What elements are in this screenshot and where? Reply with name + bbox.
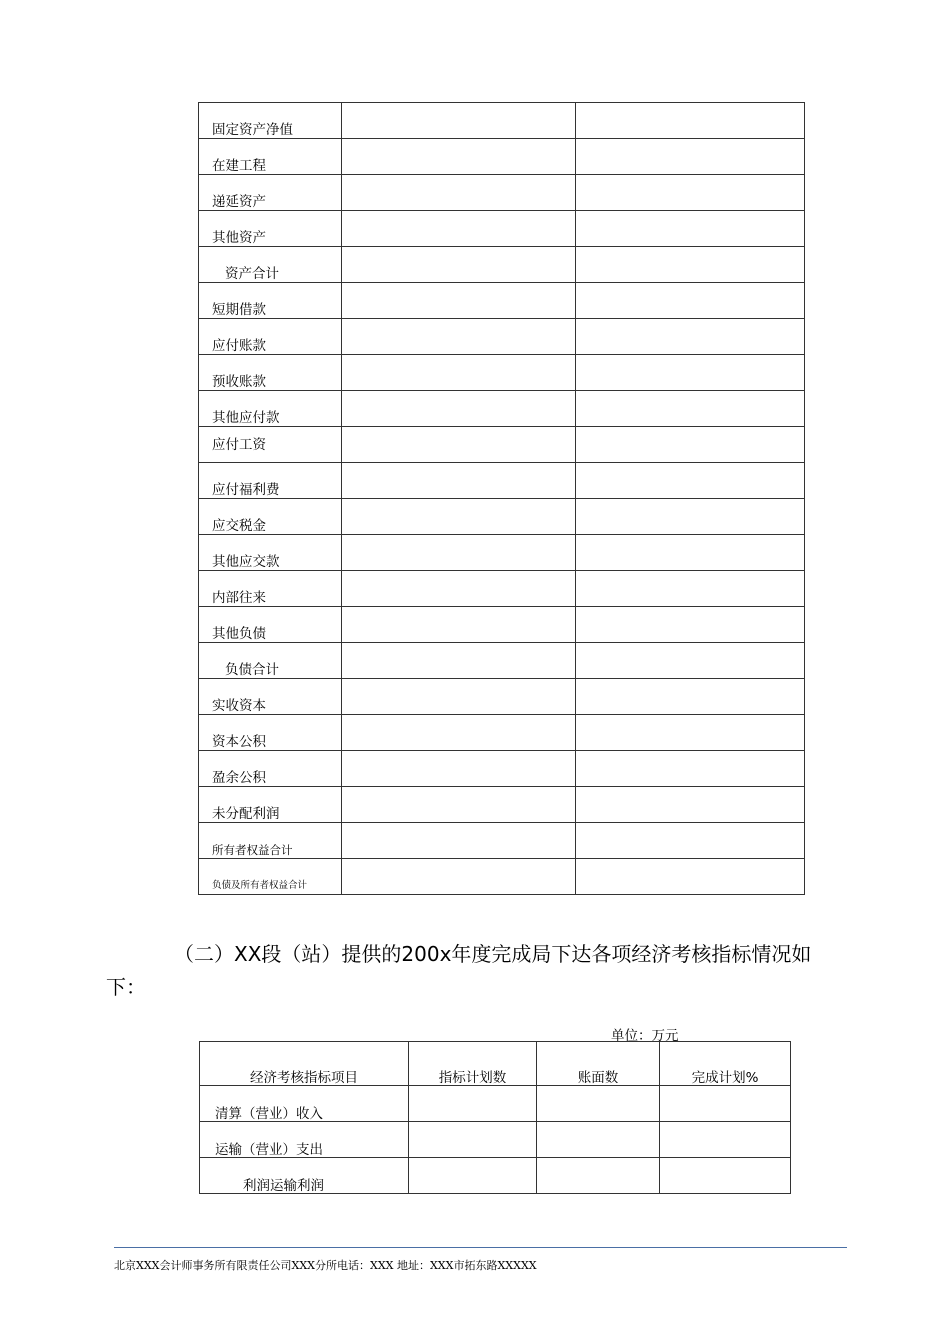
- row-label-text: 递延资产: [212, 194, 266, 210]
- table-row: [199, 535, 805, 571]
- row-label: [199, 391, 342, 427]
- table-cell: [537, 1086, 660, 1122]
- row-label-text: 负债及所有者权益合计: [212, 880, 308, 891]
- column-header-text: 账面数: [577, 1070, 619, 1086]
- row-label: [199, 535, 342, 571]
- footer-text: 北京XXX会计师事务所有限责任公司XXX分所电话：XXX 地址：XXX市拓东路XXXXX: [114, 1259, 537, 1272]
- table-row: [199, 283, 805, 319]
- row-label-text: 内部往来: [212, 590, 266, 606]
- table-cell: [576, 283, 805, 319]
- row-label-text: 未分配利润: [212, 806, 280, 822]
- table-cell: [576, 175, 805, 211]
- table-cell: [576, 139, 805, 175]
- table-cell: [342, 355, 576, 391]
- row-label: [199, 283, 342, 319]
- table-row: [199, 859, 805, 895]
- row-label-text: 应付福利费: [212, 482, 280, 498]
- table-cell: [576, 751, 805, 787]
- column-header-text: 经济考核指标项目: [250, 1070, 358, 1086]
- row-label-text: 其他应付款: [212, 410, 280, 426]
- table-cell: [576, 499, 805, 535]
- table-cell: [342, 535, 576, 571]
- row-label-text: 其他负债: [212, 626, 266, 642]
- table-row: [199, 319, 805, 355]
- table-cell: [660, 1158, 791, 1194]
- table-cell: [576, 211, 805, 247]
- table-cell: [660, 1122, 791, 1158]
- column-header: [537, 1042, 660, 1086]
- table-row: [199, 139, 805, 175]
- row-label: [199, 715, 342, 751]
- table-row: [199, 715, 805, 751]
- row-label: [199, 571, 342, 607]
- row-label: [199, 643, 342, 679]
- row-label: [199, 859, 342, 895]
- row-label: [200, 1122, 409, 1158]
- row-label: [199, 679, 342, 715]
- table-cell: [342, 427, 576, 463]
- table-cell: [576, 247, 805, 283]
- table-row: [199, 427, 805, 463]
- table-cell: [409, 1122, 537, 1158]
- table-cell: [342, 103, 576, 139]
- table-cell: [342, 283, 576, 319]
- row-label-text: 预收账款: [212, 374, 266, 390]
- table-row: [199, 175, 805, 211]
- table-cell: [576, 715, 805, 751]
- table-row: [199, 211, 805, 247]
- table-cell: [342, 247, 576, 283]
- row-label-text: 清算（营业）收入: [215, 1106, 323, 1122]
- table-cell: [342, 859, 576, 895]
- table-row: [200, 1122, 791, 1158]
- table-cell: [576, 859, 805, 895]
- row-label: [199, 319, 342, 355]
- table-cell: [342, 715, 576, 751]
- table-row: [199, 787, 805, 823]
- table-cell: [342, 607, 576, 643]
- table-cell: [576, 643, 805, 679]
- table-cell: [342, 391, 576, 427]
- row-label-text: 运输（营业）支出: [215, 1142, 323, 1158]
- row-label-text: 固定资产净值: [212, 122, 293, 138]
- table-row: [199, 499, 805, 535]
- row-label: [199, 175, 342, 211]
- row-label: [199, 247, 342, 283]
- row-label-text: 短期借款: [212, 302, 266, 318]
- balance-sheet-table: [198, 102, 805, 895]
- section-paragraph: （二）XX段（站）提供的200x年度完成局下达各项经济考核指标情况如下：: [106, 942, 812, 999]
- table-row: [199, 391, 805, 427]
- table-cell: [342, 319, 576, 355]
- row-label: [199, 211, 342, 247]
- column-header: [660, 1042, 791, 1086]
- column-header: [409, 1042, 537, 1086]
- table-cell: [576, 607, 805, 643]
- table-cell: [342, 643, 576, 679]
- row-label-text: 在建工程: [212, 158, 266, 174]
- row-label-text: 资产合计: [225, 266, 279, 282]
- row-label-text: 负债合计: [225, 662, 279, 678]
- row-label-text: 应交税金: [212, 518, 266, 534]
- table-cell: [342, 751, 576, 787]
- table-row: [200, 1158, 791, 1194]
- row-label-text: 所有者权益合计: [212, 843, 293, 857]
- table-cell: [576, 571, 805, 607]
- table-cell: [409, 1158, 537, 1194]
- row-label-text: 应付工资: [212, 436, 266, 453]
- table-row: [199, 643, 805, 679]
- table-cell: [342, 571, 576, 607]
- table-cell: [576, 355, 805, 391]
- table-row: [199, 823, 805, 859]
- table-cell: [576, 319, 805, 355]
- table-cell: [342, 463, 576, 499]
- table-row: [199, 247, 805, 283]
- table-cell: [576, 391, 805, 427]
- row-label: [199, 139, 342, 175]
- row-label: [199, 355, 342, 391]
- table-cell: [537, 1158, 660, 1194]
- table-row: [199, 463, 805, 499]
- table-header-row: [200, 1042, 791, 1086]
- row-label: [199, 787, 342, 823]
- kpi-table: [199, 1041, 791, 1194]
- row-label-text: 盈余公积: [212, 770, 266, 786]
- table-cell: [342, 175, 576, 211]
- table-cell: [576, 103, 805, 139]
- table-cell: [576, 535, 805, 571]
- table-row: [200, 1086, 791, 1122]
- table-cell: [342, 139, 576, 175]
- row-label-text: 实收资本: [212, 698, 266, 714]
- table-cell: [537, 1122, 660, 1158]
- row-label: [200, 1086, 409, 1122]
- row-label: [199, 751, 342, 787]
- table-cell: [660, 1086, 791, 1122]
- table-row: [199, 607, 805, 643]
- table-cell: [342, 211, 576, 247]
- row-label: [199, 499, 342, 535]
- row-label-text: 其他应交款: [212, 554, 280, 570]
- row-label-text: 利润运输利润: [243, 1178, 324, 1194]
- table-cell: [576, 463, 805, 499]
- row-label-text: 其他资产: [212, 230, 266, 246]
- table-row: [199, 751, 805, 787]
- row-label-text: 应付账款: [212, 338, 266, 354]
- row-label: [199, 607, 342, 643]
- table-row: [199, 103, 805, 139]
- row-label: [199, 427, 342, 463]
- table-cell: [409, 1086, 537, 1122]
- unit-label: 单位：万元: [611, 1028, 679, 1044]
- table-row: [199, 679, 805, 715]
- column-header: [200, 1042, 409, 1086]
- table-cell: [576, 823, 805, 859]
- column-header-text: 完成计划%: [691, 1070, 759, 1086]
- row-label: [200, 1158, 409, 1194]
- row-label-text: 资本公积: [212, 734, 266, 750]
- table-cell: [576, 679, 805, 715]
- table-cell: [342, 499, 576, 535]
- row-label: [199, 823, 342, 859]
- table-row: [199, 571, 805, 607]
- table-cell: [576, 427, 805, 463]
- table-cell: [576, 787, 805, 823]
- table-cell: [342, 679, 576, 715]
- row-label: [199, 463, 342, 499]
- footer-divider: [114, 1247, 847, 1248]
- table-cell: [342, 787, 576, 823]
- table-row: [199, 355, 805, 391]
- table-cell: [342, 823, 576, 859]
- row-label: [199, 103, 342, 139]
- column-header-text: 指标计划数: [438, 1070, 507, 1086]
